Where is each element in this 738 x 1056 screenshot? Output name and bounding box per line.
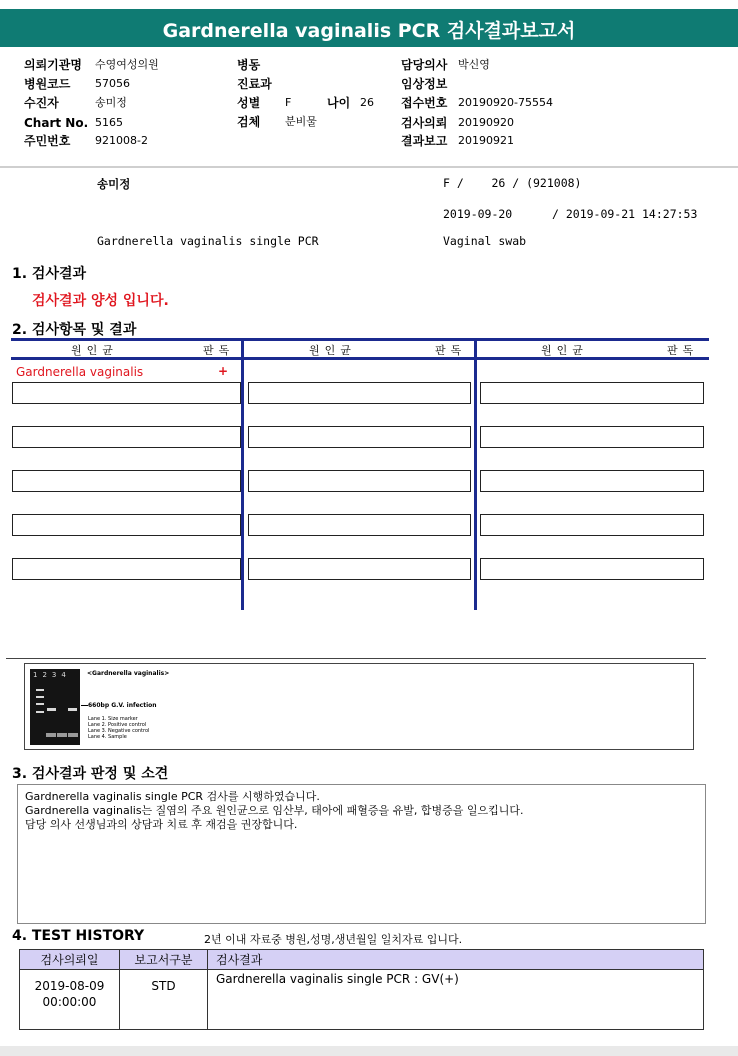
summary-specimen: Vaginal swab <box>443 234 527 248</box>
col1-judgement-header: 판독 <box>203 344 235 357</box>
history-result-cell: Gardnerella vaginalis single PCR : GV(+) <box>208 970 704 1030</box>
sex-value: F <box>285 96 292 109</box>
result-cell <box>248 558 471 580</box>
page-bottom-bar <box>0 1046 738 1056</box>
finding-line: 담당 의사 선생님과의 상담과 치료 후 재검을 권장합니다. <box>25 818 298 831</box>
report-title: Gardnerella vaginalis PCR 검사결과보고서 <box>162 20 576 42</box>
patient-info-block <box>0 0 738 160</box>
result-cell <box>480 558 704 580</box>
col-result: 검사결과 <box>208 950 704 970</box>
table-header-row <box>20 950 704 970</box>
col-request-date: 검사의뢰일 <box>20 950 120 970</box>
patient-value: 송미정 <box>95 96 127 109</box>
doctor-label: 담당의사 <box>401 58 448 72</box>
specimen-value: 분비물 <box>285 115 317 128</box>
chart-no-label: Chart No. <box>24 116 89 130</box>
result-cell <box>12 558 241 580</box>
history-note: 2년 이내 자료중 병원,성명,생년월일 일치자료 입니다. <box>204 933 463 946</box>
clinical-info-label: 임상정보 <box>401 77 448 91</box>
result-cell <box>480 470 704 492</box>
gel-band-label: 660bp G.V. infection <box>88 702 157 709</box>
resident-no-label: 주민번호 <box>24 134 71 148</box>
result-cell <box>248 426 471 448</box>
doctor-value: 박신영 <box>458 58 490 71</box>
section4-title: 4. TEST HISTORY <box>12 928 145 944</box>
finding-line: Gardnerella vaginalis는 질염의 주요 원인균으로 임산부, 태아에 패혈증을 유발, 합병증을 일으킵니다. <box>25 804 524 817</box>
ward-label: 병동 <box>237 58 261 72</box>
col-report-type: 보고서구분 <box>120 950 208 970</box>
request-date-value: 20190920 <box>458 116 514 129</box>
result-cell <box>248 514 471 536</box>
gel-legend: Lane 1. Size marker Lane 2. Positive control Lane 3. Negative control Lane 4. Sample <box>88 716 150 740</box>
report-date-label: 결과보고 <box>401 134 448 148</box>
receipt-no-value: 20190920-75554 <box>458 96 553 109</box>
result-cell <box>480 426 704 448</box>
sex-label: 성별 <box>237 96 261 110</box>
result-cell <box>12 470 241 492</box>
result-cell <box>248 382 471 404</box>
gel-title: <Gardnerella vaginalis> <box>87 670 170 677</box>
col3-judgement-header: 판독 <box>667 344 699 357</box>
history-type-cell: STD <box>120 970 208 1030</box>
summary-test-name: Gardnerella vaginalis single PCR <box>97 234 319 248</box>
result-grid <box>11 338 709 610</box>
report-date-value: 20190921 <box>458 134 514 147</box>
summary-date-from: 2019-09-20 <box>443 207 513 221</box>
summary-patient-name: 송미정 <box>97 177 131 191</box>
result-cell <box>12 514 241 536</box>
gel-lane-numbers: 1234 <box>33 671 71 679</box>
hit-pathogen-result: + <box>218 364 229 378</box>
gel-image <box>30 669 80 745</box>
institution-value: 수영여성의원 <box>95 58 159 71</box>
department-label: 진료과 <box>237 77 272 91</box>
col3-pathogen-header: 원인균 <box>541 344 588 357</box>
result-cell <box>248 470 471 492</box>
positive-result-text: 검사결과 양성 입니다. <box>32 293 169 309</box>
summary-date-to: / 2019-09-21 14:27:53 <box>552 207 698 221</box>
receipt-no-label: 접수번호 <box>401 96 448 110</box>
age-value: 26 <box>360 96 374 109</box>
test-history-table <box>19 949 704 1030</box>
col1-pathogen-header: 원인균 <box>71 344 118 357</box>
header-divider <box>0 166 738 168</box>
grid-divider-2 <box>474 338 477 610</box>
chart-no-value: 5165 <box>95 116 123 129</box>
grid-divider-1 <box>241 338 244 610</box>
result-cell <box>12 426 241 448</box>
institution-label: 의뢰기관명 <box>24 58 82 72</box>
hospital-code-value: 57056 <box>95 77 130 90</box>
col2-pathogen-header: 원인균 <box>309 344 356 357</box>
section2-title: 2. 검사항목 및 결과 <box>12 322 137 338</box>
table-row <box>20 970 704 1030</box>
section3-title: 3. 검사결과 판정 및 소견 <box>12 766 169 782</box>
result-cell <box>480 382 704 404</box>
gel-divider <box>6 658 706 659</box>
result-cell <box>480 514 704 536</box>
col2-judgement-header: 판독 <box>435 344 467 357</box>
resident-no-value: 921008-2 <box>95 134 148 147</box>
grid-top-line <box>11 338 709 341</box>
specimen-label: 검체 <box>237 115 261 129</box>
hospital-code-label: 병원코드 <box>24 77 71 91</box>
patient-label: 수진자 <box>24 96 59 110</box>
finding-line: Gardnerella vaginalis single PCR 검사를 시행하였습니다. <box>25 790 320 803</box>
age-label: 나이 <box>327 96 351 110</box>
hit-pathogen-name: Gardnerella vaginalis <box>16 365 144 379</box>
summary-sex-age: F / 26 / (921008) <box>443 176 582 190</box>
section1-title: 1. 검사결과 <box>12 266 87 282</box>
findings-box <box>17 784 706 924</box>
result-cell <box>12 382 241 404</box>
arrow-icon <box>81 705 88 706</box>
request-date-label: 검사의뢰 <box>401 116 448 130</box>
gel-electrophoresis-panel <box>24 663 694 750</box>
history-date-cell: 2019-08-09 00:00:00 <box>20 970 120 1030</box>
